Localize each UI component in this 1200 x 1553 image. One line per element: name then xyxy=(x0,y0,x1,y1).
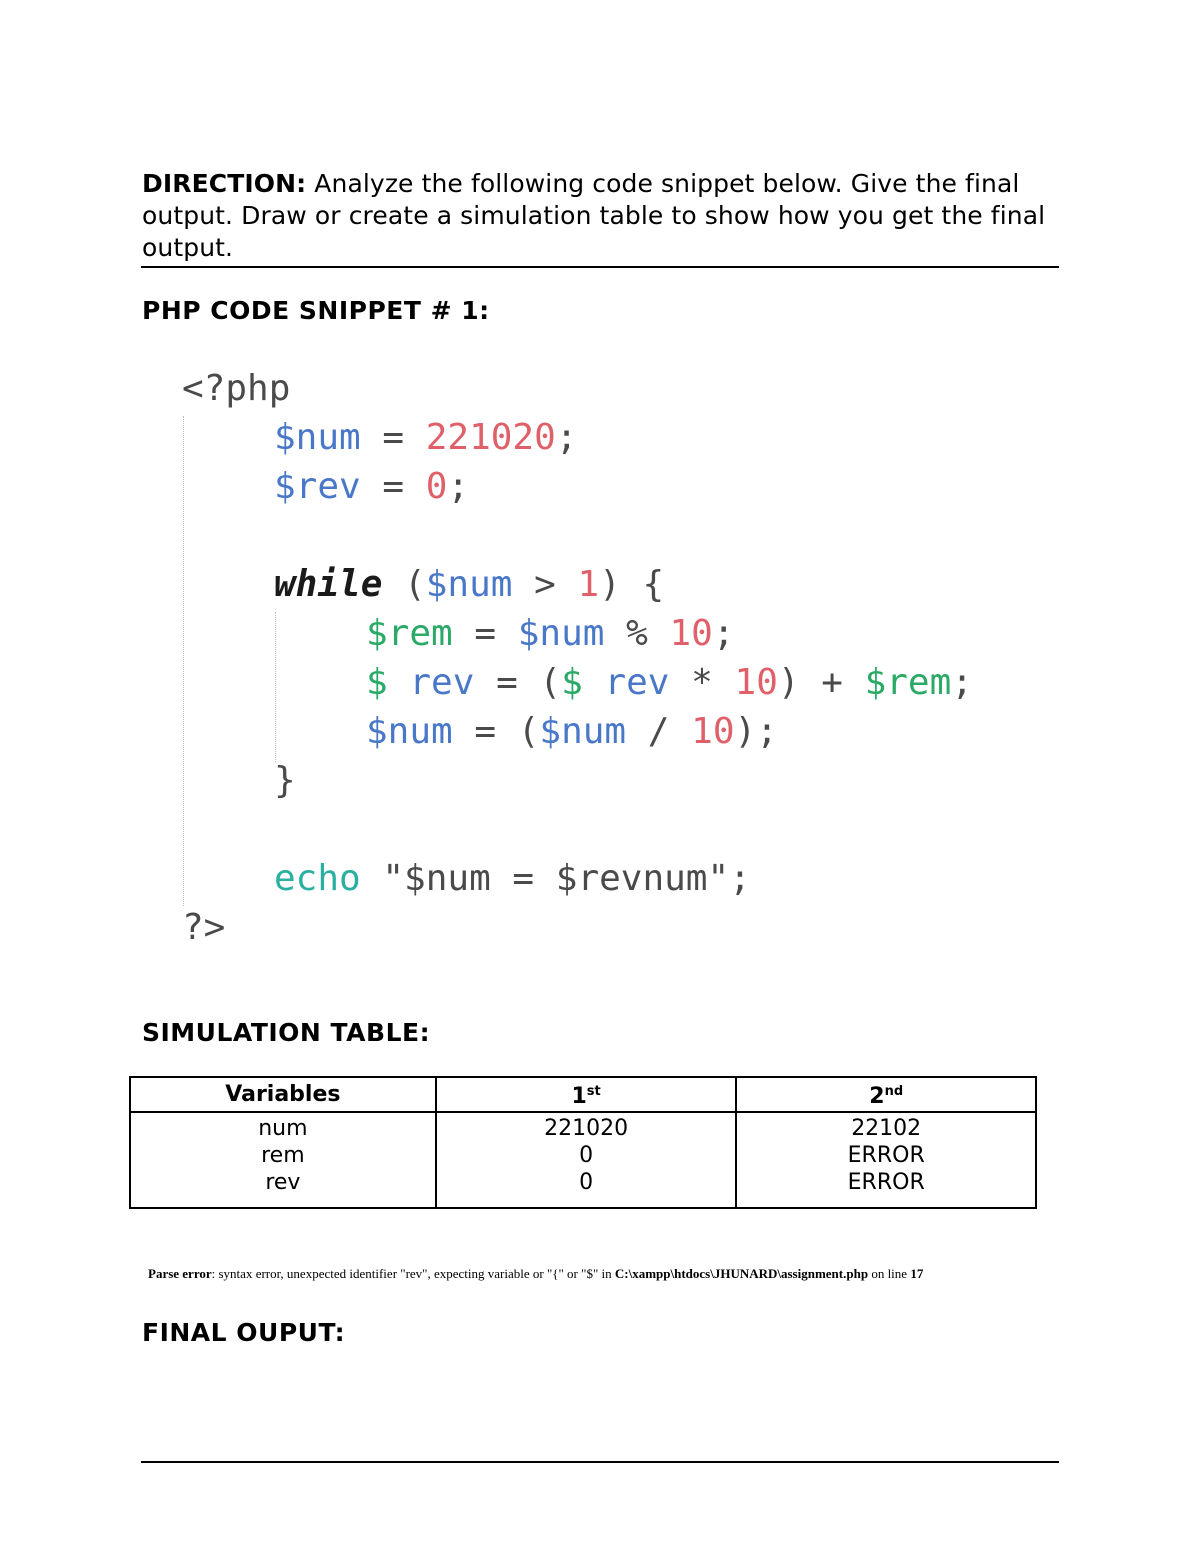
top-divider xyxy=(141,266,1059,268)
code-line-while: while ($num > 1) { xyxy=(274,564,665,605)
direction-label: DIRECTION: xyxy=(142,169,307,198)
direction-text: Analyze the following code snippet below. Give the final output. Draw or create a simulation table to show how you get the final output. xyxy=(142,169,1046,262)
header-second: 2nd xyxy=(736,1077,1036,1112)
bottom-divider xyxy=(141,1461,1059,1463)
cell-first-rem: 0 xyxy=(579,1143,594,1168)
parse-error-line-text: on line xyxy=(868,1266,911,1281)
simulation-table xyxy=(129,1076,1037,1209)
code-line-num-assign: $num = 221020; xyxy=(274,417,578,458)
snippet-heading: PHP CODE SNIPPET # 1: xyxy=(142,296,490,325)
simulation-heading: SIMULATION TABLE: xyxy=(142,1018,431,1047)
code-line-close-tag: ?> xyxy=(182,907,226,948)
code-line-rev-update: $ rev = ($ rev * 10) + $rem; xyxy=(366,662,973,703)
code-line-rem: $rem = $num % 10; xyxy=(366,613,735,654)
cell-second-rev: ERROR xyxy=(847,1170,925,1195)
cell-name-num: num xyxy=(258,1116,308,1141)
header-first: 1st xyxy=(436,1077,737,1112)
cell-name-rev: rev xyxy=(265,1170,301,1195)
indent-guide-inner xyxy=(275,612,276,762)
table-header-row xyxy=(130,1077,1036,1112)
parse-error-text: : syntax error, unexpected identifier "rev", expecting variable or "{" or "$" in xyxy=(211,1266,615,1281)
parse-error-message xyxy=(148,1266,1048,1282)
parse-error-label: Parse error xyxy=(148,1266,212,1281)
parse-error-path: C:\xampp\htdocs\JHUNARD\assignment.php xyxy=(614,1266,869,1281)
cell-variable-names xyxy=(130,1112,436,1208)
cell-second-rem: ERROR xyxy=(847,1143,925,1168)
header-variables: Variables xyxy=(130,1077,436,1112)
final-output-heading: FINAL OUPUT: xyxy=(142,1318,346,1347)
cell-first-rev: 0 xyxy=(579,1170,594,1195)
cell-second-num: 22102 xyxy=(851,1116,922,1141)
code-snippet xyxy=(182,364,1062,964)
cell-first-num: 221020 xyxy=(544,1116,629,1141)
code-line-echo: echo "$num = $revnum"; xyxy=(274,858,751,899)
cell-second-iteration xyxy=(736,1112,1036,1208)
code-line-open-tag: <?php xyxy=(182,368,291,409)
cell-name-rem: rem xyxy=(261,1143,305,1168)
direction-paragraph xyxy=(142,168,1060,264)
code-line-rev-assign: $rev = 0; xyxy=(274,466,470,507)
code-line-close-brace: } xyxy=(274,760,296,801)
code-line-num-update: $num = ($num / 10); xyxy=(366,711,778,752)
cell-first-iteration xyxy=(436,1112,737,1208)
indent-guide-outer xyxy=(183,416,184,906)
parse-error-line: 17 xyxy=(910,1266,924,1281)
table-body-row xyxy=(130,1112,1036,1208)
